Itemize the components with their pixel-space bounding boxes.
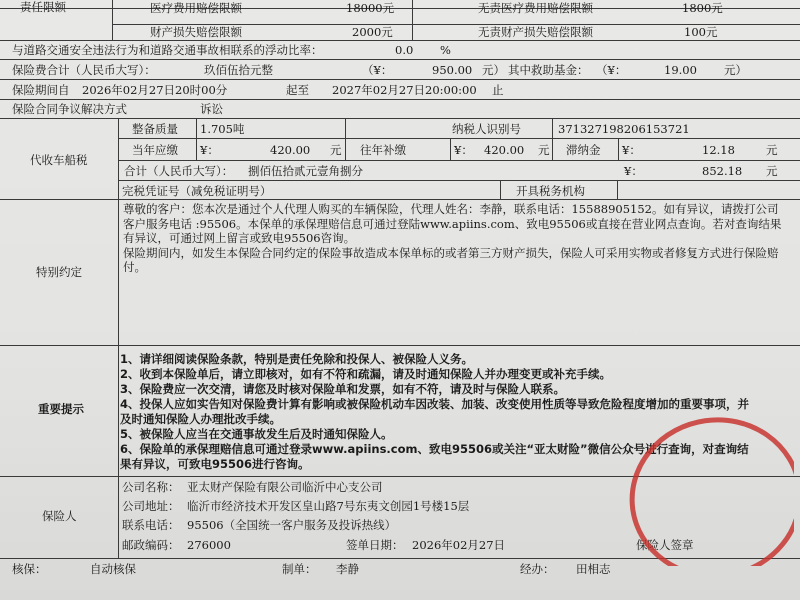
postcode-value: 276000 bbox=[187, 538, 231, 552]
handler-value: 田相志 bbox=[576, 562, 611, 576]
current-tax-prefix: ¥： bbox=[200, 143, 219, 157]
notice-item: 2、收到本保险单后，请立即核对，如有不符和疏漏，请及时通知保险人并办理变更或补充手续。 bbox=[120, 367, 611, 381]
tax-total-unit: 元 bbox=[766, 164, 778, 178]
rescue-fund-label: 其中救助基金： bbox=[508, 63, 589, 77]
nofault-medical-value: 1800元 bbox=[682, 1, 723, 15]
notices-label: 重要提示 bbox=[38, 402, 84, 416]
company-phone-label: 联系电话： bbox=[122, 518, 180, 532]
premium-amount: 950.00 bbox=[432, 63, 473, 77]
period-from: 起至 bbox=[286, 83, 309, 97]
period-start: 2026年02月27日20时00分 bbox=[82, 83, 228, 97]
tax-total-words: 捌佰伍拾贰元壹角捌分 bbox=[248, 164, 363, 178]
underwriting-value: 自动核保 bbox=[90, 562, 136, 576]
current-tax-unit: 元 bbox=[330, 143, 342, 157]
notice-item: 3、保险费应一次交清，请您及时核对保险单和发票，如有不符，请及时与保险人联系。 bbox=[120, 382, 565, 396]
float-rate-value: 0.0 bbox=[395, 43, 414, 57]
past-tax-unit: 元 bbox=[538, 143, 550, 157]
company-name-value: 亚太财产保险有限公司临沂中心支公司 bbox=[187, 480, 383, 494]
tax-office-label: 开具税务机构 bbox=[516, 184, 585, 198]
float-rate-label: 与道路交通安全违法行为和道路交通事故相联系的浮动比率： bbox=[12, 43, 323, 57]
company-address-label: 公司地址： bbox=[122, 499, 180, 513]
special-terms-text: 尊敬的客户：您本次是通过个人代理人购买的车辆保险，代理人姓名：李静，联系电话：15588905152。如有异议，请拨打公司客户服务电话 :95506。本保单的承保理赔信息可通过登陆www.apiins.com、致电95506或直接在营业网点查询。若对查询结果有异议，可通过网上留言或致电95506咨询。 保险期间内，如发生本保险合同约定的保险事故造成本保单标的或者第三方财产损失，保险人可采用实物或者修复方式进行保险赔付。 bbox=[123, 202, 782, 274]
premium-label: 保险费合计（人民币大写）： bbox=[12, 63, 156, 77]
taxpayer-id-label: 纳税人识别号 bbox=[452, 122, 521, 136]
dispute-label: 保险合同争议解决方式 bbox=[12, 102, 127, 116]
sign-date-label: 签单日期： bbox=[346, 538, 404, 552]
late-fee-unit: 元 bbox=[766, 143, 778, 157]
period-until: 止 bbox=[492, 83, 504, 97]
current-tax-value: 420.00 bbox=[270, 143, 311, 157]
liability-label: 责任限额 bbox=[20, 0, 66, 14]
tax-cert-label: 完税凭证号（减免税证明号） bbox=[122, 184, 272, 198]
property-limit-label: 财产损失赔偿限额 bbox=[150, 25, 242, 39]
late-fee-label: 滞纳金 bbox=[566, 143, 601, 157]
sign-date-value: 2026年02月27日 bbox=[412, 538, 506, 552]
notice-item: 6、保险单的承保理赔信息可通过登录www.apiins.com、致电95506或关注“亚太财险”微信公众号进行查询，对查询结果有异议，可致电95506进行咨询。 bbox=[120, 442, 749, 471]
tax-total-prefix: ¥： bbox=[624, 164, 643, 178]
insurer-label: 保险人 bbox=[42, 509, 77, 523]
nofault-property-value: 100元 bbox=[684, 25, 718, 39]
period-label: 保险期间自 bbox=[12, 83, 70, 97]
property-limit-value: 2000元 bbox=[352, 25, 393, 39]
weight-label: 整备质量 bbox=[132, 122, 178, 136]
premium-amount-unit: 元） bbox=[482, 63, 505, 77]
vehicle-tax-label: 代收车船税 bbox=[30, 153, 88, 167]
past-tax-value: 420.00 bbox=[484, 143, 525, 157]
company-phone-value: 95506（全国统一客户服务及投诉热线） bbox=[187, 518, 397, 532]
company-address-value: 临沂市经济技术开发区皇山路7号东夷文创园1号楼15层 bbox=[187, 499, 470, 513]
handler-label: 经办： bbox=[520, 562, 555, 576]
premium-amount-words: 玖佰伍拾元整 bbox=[204, 63, 273, 77]
nofault-medical-label: 无责医疗费用赔偿限额 bbox=[478, 1, 593, 15]
past-tax-prefix: ¥： bbox=[454, 143, 473, 157]
float-rate-unit: % bbox=[440, 43, 451, 57]
period-end: 2027年02月27日20:00:00 bbox=[332, 83, 477, 97]
prepared-by-value: 李静 bbox=[336, 562, 359, 576]
company-seal-stamp bbox=[598, 398, 794, 566]
tax-total-value: 852.18 bbox=[702, 164, 743, 178]
postcode-label: 邮政编码： bbox=[122, 538, 180, 552]
notice-item: 4、投保人应如实告知对保险费计算有影响或被保险机动车因改装、加装、改变使用性质等导致危险程度增加的重要事项，并及时通知保险人办理批改手续。 bbox=[120, 397, 749, 426]
premium-amount-prefix: （¥： bbox=[362, 63, 393, 77]
current-tax-label: 当年应缴 bbox=[132, 143, 178, 157]
medical-limit-label: 医疗费用赔偿限额 bbox=[150, 1, 242, 15]
nofault-property-label: 无责财产损失赔偿限额 bbox=[478, 25, 593, 39]
prepared-by-label: 制单： bbox=[282, 562, 317, 576]
tax-total-label: 合计（人民币大写）： bbox=[124, 164, 234, 178]
company-name-label: 公司名称： bbox=[122, 480, 180, 494]
special-terms-label: 特别约定 bbox=[36, 265, 82, 279]
late-fee-value: 12.18 bbox=[702, 143, 735, 157]
notice-item: 1、请详细阅读保险条款，特别是责任免除和投保人、被保险人义务。 bbox=[120, 352, 473, 366]
taxpayer-id-value: 371327198206153721 bbox=[558, 122, 690, 136]
medical-limit-value: 18000元 bbox=[346, 1, 395, 15]
rescue-fund-prefix: （¥： bbox=[596, 63, 627, 77]
insurer-signature-label: 保险人签章 bbox=[636, 538, 694, 552]
late-fee-prefix: ¥： bbox=[622, 143, 641, 157]
rescue-fund-unit: 元） bbox=[724, 63, 747, 77]
underwriting-label: 核保： bbox=[12, 562, 47, 576]
notice-item: 5、被保险人应当在交通事故发生后及时通知保险人。 bbox=[120, 427, 393, 441]
rescue-fund-amount: 19.00 bbox=[664, 63, 697, 77]
dispute-value: 诉讼 bbox=[200, 102, 223, 116]
weight-value: 1.705吨 bbox=[200, 122, 245, 136]
past-tax-label: 往年补缴 bbox=[360, 143, 406, 157]
